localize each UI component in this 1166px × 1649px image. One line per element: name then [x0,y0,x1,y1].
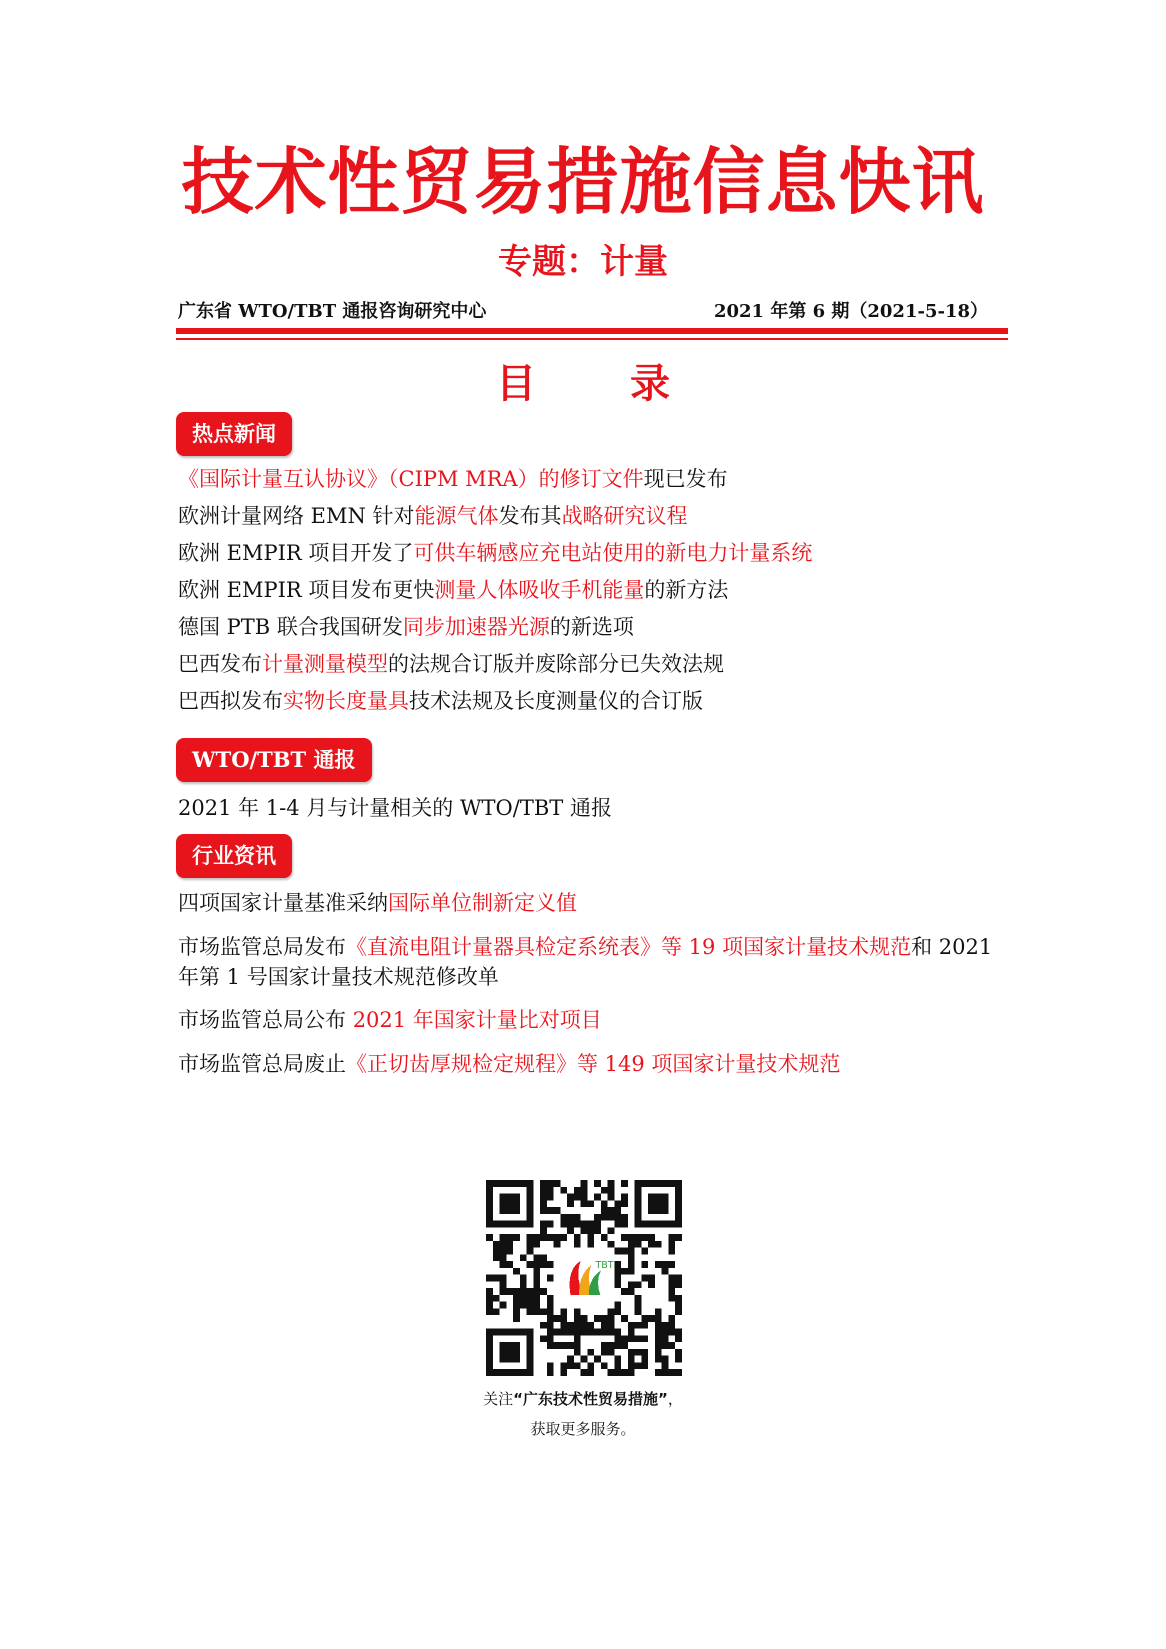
toc-item-text: 的新方法 [644,578,729,602]
toc-item-text: 技术法规及长度测量仪的合订版 [409,689,703,713]
toc-item-text: 和 2021 年第 1 号国家计量技术规范修改单 [178,935,993,989]
toc-item[interactable] [178,932,998,992]
qr-caption-line1 [0,1388,1166,1410]
toc-item-highlight: 测量人体吸收手机能量 [434,578,645,602]
toc-item[interactable] [178,501,688,531]
toc-item-text: 发布其 [498,504,562,528]
toc-item[interactable] [178,793,612,823]
section-tag-industry-news: 行业资讯 [176,834,292,878]
qr-caption-line2: 获取更多服务。 [530,1420,636,1438]
toc-item-text: 四项国家计量基准采纳 [178,891,388,915]
toc-item-highlight: 《正切齿厚规检定规程》等 149 项国家计量技术规范 [346,1052,841,1076]
toc-item-highlight: 实物长度量具 [283,689,409,713]
toc-item-text: 巴西拟发布 [178,689,283,713]
toc-item-highlight: 同步加速器光源 [402,615,550,639]
logo-tbt-text: TBT [595,1259,614,1271]
toc-item-highlight: 《直流电阻计量器具检定系统表》等 19 项国家计量技术规范 [346,935,912,959]
toc-item[interactable] [178,538,812,568]
newsletter-subtitle: 专题：计量 [498,242,668,282]
publisher-name: 广东省 WTO/TBT 通报咨询研究中心 [178,301,487,322]
toc-item[interactable] [178,1049,840,1079]
toc-item-text: 德国 PTB 联合我国研发 [178,615,403,639]
header-divider-thin [176,338,1008,340]
toc-item[interactable] [178,612,634,642]
qr-caption-prefix: 关注 [483,1390,514,1408]
issue-info: 2021 年第 6 期（2021-5-18） [713,301,988,322]
toc-heading: 目 录 [496,361,710,407]
toc-item-highlight: 《国际计量互认协议》（CIPM MRA）的修订文件 [178,467,644,491]
toc-item[interactable] [178,464,728,494]
section-tag-wto-tbt: WTO/TBT 通报 [176,738,372,782]
toc-item[interactable] [178,1005,602,1035]
toc-item-text: 的法规合订版并废除部分已失效法规 [388,652,724,676]
toc-item[interactable] [178,649,724,679]
toc-item-text: 市场监管总局发布 [178,935,346,959]
toc-item-highlight: 能源气体 [414,504,499,528]
qr-code-icon[interactable] [486,1180,682,1376]
toc-item-text: 2021 年 1-4 月与计量相关的 WTO/TBT 通报 [178,796,612,820]
toc-item-highlight: 计量测量模型 [262,652,388,676]
toc-item-text: 欧洲计量网络 EMN 针对 [178,504,415,528]
newsletter-title: 技术性贸易措施信息快讯 [181,140,985,224]
toc-item-highlight: 国际单位制新定义值 [388,891,577,915]
toc-item-text: 市场监管总局废止 [178,1052,346,1076]
toc-item-highlight: 战略研究议程 [561,504,688,528]
toc-item-text: 的新选项 [549,615,634,639]
qr-caption-suffix: ， [667,1390,683,1408]
toc-item[interactable] [178,888,577,918]
header-divider-thick [176,328,1008,334]
toc-item-highlight: 可供车辆感应充电站使用的新电力计量系统 [413,541,813,565]
toc-item-text: 巴西发布 [178,652,262,676]
toc-item[interactable] [178,575,728,605]
toc-item-text: 市场监管总局公布 [178,1008,353,1032]
toc-item-text: 现已发布 [643,467,728,491]
toc-item-text: 欧洲 EMPIR 项目开发了 [178,541,414,565]
section-tag-hot-news: 热点新闻 [176,412,292,456]
toc-item-text: 欧洲 EMPIR 项目发布更快 [178,578,435,602]
qr-caption-account: “广东技术性贸易措施” [513,1390,668,1408]
toc-item[interactable] [178,686,703,716]
toc-item-highlight: 2021 年国家计量比对项目 [352,1008,602,1032]
